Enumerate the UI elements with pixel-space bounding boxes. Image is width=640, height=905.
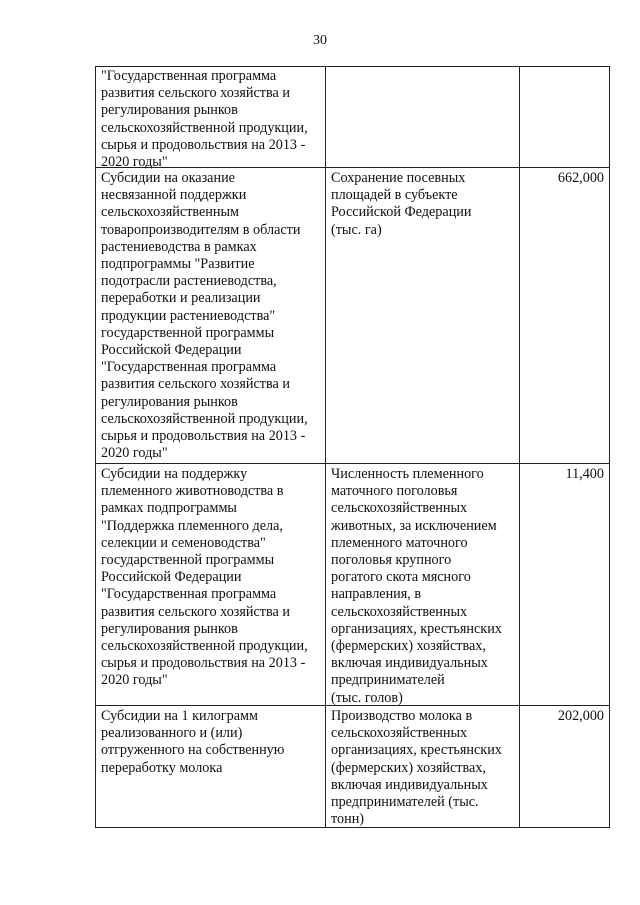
page-number: 30 [313, 33, 327, 48]
subsidy-cell: Субсидии на поддержку племенного животноводства в рамках подпрограммы "Поддержка племенного дела, селекции и семеноводства" государственной программы Российской Федерации "Государственная программа развития сельского хозяйства и регулирования рынков сельскохозяйственной продукции, сырья и продовольствия на 2013 - 2020 годы" [101, 466, 308, 689]
subsidy-cell: "Государственная программа развития сельского хозяйства и регулирования рынков сельскохозяйственной продукции, сырья и продовольствия на 2013 - 2020 годы" [101, 68, 308, 171]
value-cell: 662,000 [557, 170, 604, 186]
indicator-cell: Производство молока в сельскохозяйственных организациях, крестьянских (фермерских) хозяйствах, включая индивидуальных предпринимателей (тыс. тонн) [331, 708, 502, 828]
subsidies-table [95, 66, 610, 828]
value-cell: 11,400 [565, 466, 604, 482]
subsidy-cell: Субсидии на оказание несвязанной поддержки сельскохозяйственным товаропроизводителям в области растениеводства в рамках подпрограммы "Развитие подотрасли растениеводства, переработки и реализации продукции растениеводства" государственной программы Российской Федерации "Государственная программа развития сельского хозяйства и регулирования рынков сельскохозяйственной продукции, сырья и продовольствия на 2013 - 2020 годы" [101, 170, 308, 462]
value-cell: 202,000 [557, 708, 604, 724]
indicator-cell: Численность племенного маточного поголовья сельскохозяйственных животных, за исключением племенного маточного поголовья крупного рогатого скота мясного направления, в сельскохозяйственных организациях, крестьянских (фермерских) хозяйствах, включая индивидуальных предпринимателей (тыс. голов) [331, 466, 502, 706]
indicator-cell: Сохранение посевных площадей в субъекте Российской Федерации (тыс. га) [331, 170, 472, 238]
column-divider [519, 67, 520, 827]
subsidy-cell: Субсидии на 1 килограмм реализованного и (или) отгруженного на собственную переработку молока [101, 708, 285, 776]
row-divider [96, 463, 609, 464]
column-divider [325, 67, 326, 827]
